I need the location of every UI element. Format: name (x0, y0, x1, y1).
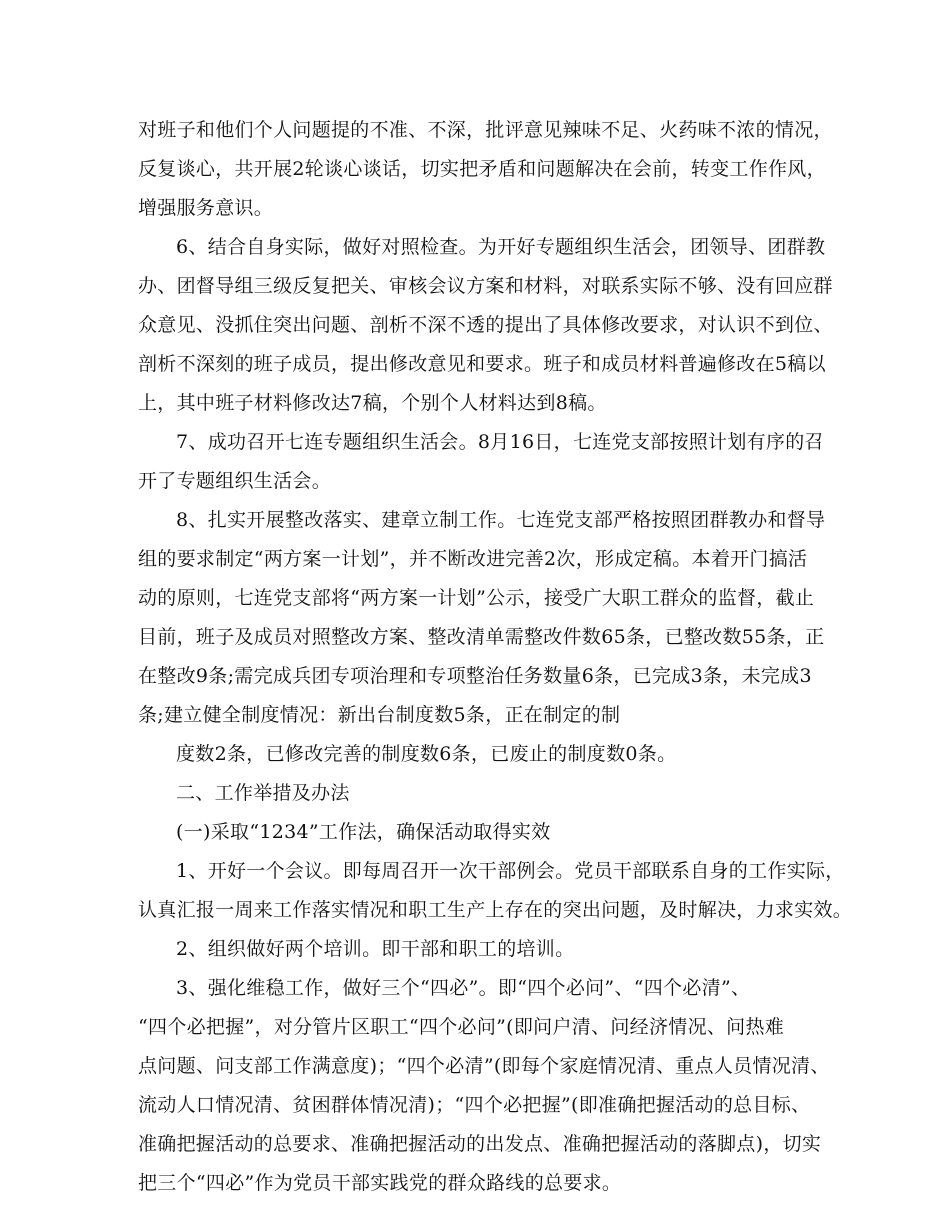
paragraph-line: 剖析不深刻的班子成员，提出修改意见和要求。班子和成员材料普遍修改在5稿以 (138, 353, 826, 375)
paragraph-line: 对班子和他们个人问题提的不准、不深，批评意见辣味不足、火药味不浓的情况， (138, 119, 833, 141)
paragraph-line: 众意见、没抓住突出问题、剖析不深不透的提出了具体修改要求，对认识不到位、 (138, 314, 833, 336)
paragraph-line: 度数2条，已修改完善的制度数6条，已废止的制度数0条。 (176, 743, 677, 765)
paragraph-line: 在整改9条;需完成兵团专项治理和专项整治任务数量6条，已完成3条，未完成3 (138, 665, 812, 687)
section-heading: 二、工作举措及办法 (176, 782, 350, 804)
paragraph-line: 开了专题组织生活会。 (138, 470, 332, 492)
paragraph-line: 条;建立健全制度情况：新出台制度数5条，正在制定的制 (138, 704, 621, 726)
paragraph-line: 7、成功召开七连专题组织生活会。8月16日，七连党支部按照计划有序的召 (176, 431, 824, 453)
paragraph-line: 办、团督导组三级反复把关、审核会议方案和材料，对联系实际不够、没有回应群 (138, 275, 833, 297)
paragraph-line: 6、结合自身实际，做好对照检查。为开好专题组织生活会，团领导、团群教 (176, 236, 826, 258)
paragraph-line: 1、开好一个会议。即每周召开一次干部例会。党员干部联系自身的工作实际， (176, 860, 845, 882)
paragraph-line: 上，其中班子材料修改达7稿，个别个人材料达到8稿。 (138, 392, 607, 414)
paragraph-line: 认真汇报一周来工作落实情况和职工生产上存在的突出问题，及时解决，力求实效。 (138, 899, 853, 921)
paragraph-line: 准确把握活动的总要求、准确把握活动的出发点、准确把握活动的落脚点)，切实 (138, 1133, 822, 1155)
paragraph-line: “四个必把握”，对分管片区职工“四个必问”(即问户清、问经济情况、问热难 (138, 1016, 785, 1038)
paragraph-line: 把三个“四必”作为党员干部实践党的群众路线的总要求。 (138, 1172, 622, 1194)
paragraph-line: 反复谈心，共开展2轮谈心谈话，切实把矛盾和问题解决在会前，转变工作作风， (138, 158, 826, 180)
paragraph-line: 动的原则，七连党支部将“两方案一计划”公示，接受广大职工群众的监督，截止 (138, 587, 815, 609)
paragraph-line: 2、组织做好两个培训。即干部和职工的培训。 (176, 938, 575, 960)
paragraph-line: 8、扎实开展整改落实、建章立制工作。七连党支部严格按照团群教办和督导 (176, 509, 826, 531)
paragraph-line: 3、强化维稳工作，做好三个“四必”。即“四个必问”、“四个必清”、 (176, 977, 751, 999)
subsection-heading: (一)采取“1234”工作法，确保活动取得实效 (176, 821, 551, 843)
paragraph-line: 组的要求制定“两方案一计划”，并不断改进完善2次，形成定稿。本着开门搞活 (138, 548, 808, 570)
paragraph-line: 增强服务意识。 (138, 197, 274, 219)
paragraph-line: 流动人口情况清、贫困群体情况清)；“四个必把握”(即准确把握活动的总目标、 (138, 1094, 811, 1116)
paragraph-line: 目前，班子及成员对照整改方案、整改清单需整改件数65条，已整改数55条，正 (138, 626, 825, 648)
paragraph-line: 点问题、问支部工作满意度)；“四个必清”(即每个家庭情况清、重点人员情况清、 (138, 1055, 830, 1077)
